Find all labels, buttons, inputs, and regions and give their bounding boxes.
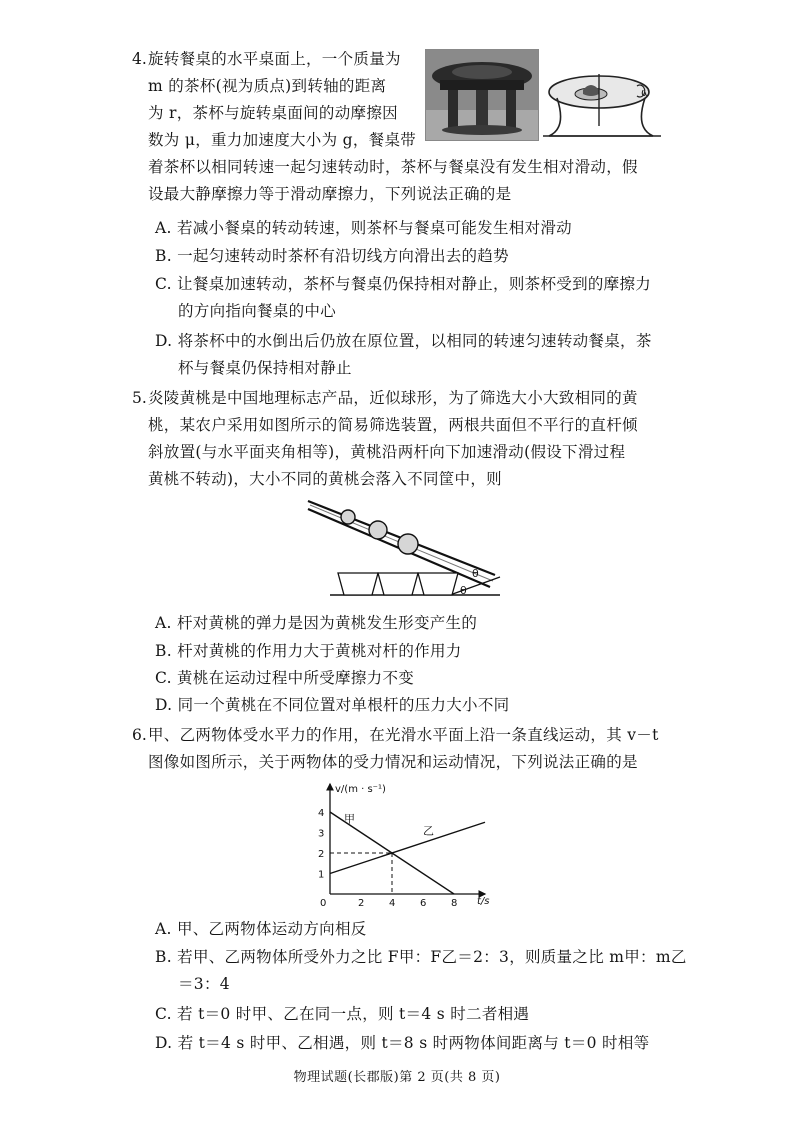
q6-option-b-line1: B. 若甲、乙两物体所受外力之比 F甲：F乙＝2：3，则质量之比 m甲：m乙 <box>155 948 687 966</box>
peach-medium <box>369 521 387 539</box>
t-axis-label: t/s <box>477 896 490 907</box>
q5-line-2: 桃，某农户采用如图所示的简易筛选装置，两根共面但不平行的直杆倾 <box>148 416 638 434</box>
q5-option-a: A. 杆对黄桃的弹力是因为黄桃发生形变产生的 <box>155 614 478 632</box>
series-yi-line <box>330 822 485 873</box>
basket-2 <box>378 573 418 595</box>
x-tick-label: 0 <box>320 898 327 909</box>
q4-option-d-line2: 杯与餐桌仍保持相对静止 <box>178 359 352 377</box>
q5-line-3: 斜放置(与水平面夹角相等)，黄桃沿两杆向下加速滑动(假设下滑过程 <box>148 443 626 461</box>
q6-line-1: 甲、乙两物体受水平力的作用，在光滑水平面上沿一条直线运动，其 v－t <box>148 726 659 744</box>
page-footer: 物理试题(长郡版)第 2 页(共 8 页) <box>293 1070 501 1085</box>
basket-3 <box>418 573 458 595</box>
q4-option-a: A. 若减小餐桌的转动转速，则茶杯与餐桌可能发生相对滑动 <box>155 219 572 237</box>
theta-label-lower: θ <box>460 584 467 597</box>
series-yi-label: 乙 <box>423 824 434 838</box>
q6-option-c: C. 若 t＝0 时甲、乙在同一点，则 t＝4 s 时二者相遇 <box>155 1005 530 1023</box>
v-axis-label: v/(m · s⁻¹) <box>335 784 386 795</box>
q5-line-1: 炎陵黄桃是中国地理标志产品，近似球形，为了筛选大小大致相同的黄 <box>148 389 638 407</box>
omega-label: ω <box>641 86 651 99</box>
v-t-graph <box>305 778 505 913</box>
q6-option-b-line2: ＝3：4 <box>178 975 230 993</box>
q6-option-a: A. 甲、乙两物体运动方向相反 <box>155 920 367 938</box>
theta-label-upper: θ <box>472 567 479 580</box>
q4-option-b: B. 一起匀速转动时茶杯有沿切线方向滑出去的趋势 <box>155 247 509 265</box>
q5-line-4: 黄桃不转动)，大小不同的黄桃会落入不同筐中，则 <box>148 470 502 488</box>
x-tick-label: 2 <box>358 898 365 909</box>
peach-sorting-diagram <box>300 495 510 605</box>
rotating-table-photo <box>425 49 539 141</box>
q4-line-3: 为 r，茶杯与旋转桌面间的动摩擦因 <box>148 104 398 122</box>
q5-option-b: B. 杆对黄桃的作用力大于黄桃对杆的作用力 <box>155 642 462 660</box>
x-tick-label: 8 <box>451 898 458 909</box>
q4-line-2: m 的茶杯(视为质点)到转轴的距离 <box>148 77 387 95</box>
x-tick-label: 6 <box>420 898 427 909</box>
q4-option-c-line1: C. 让餐桌加速转动，茶杯与餐桌仍保持相对静止，则茶杯受到的摩擦力 <box>155 275 652 293</box>
turntable-schematic <box>543 68 661 138</box>
y-tick-label: 4 <box>318 808 325 819</box>
y-tick-label: 3 <box>318 828 325 840</box>
peach-small <box>341 510 355 524</box>
x-tick-label: 4 <box>389 898 396 909</box>
y-tick-label: 2 <box>318 849 325 860</box>
q4-number: 4. <box>132 50 147 68</box>
q4-line-1: 旋转餐桌的水平桌面上，一个质量为 <box>148 50 401 68</box>
rotating-table-drawing <box>426 50 538 140</box>
q4-line-5: 着茶杯以相同转速一起匀速转动时，茶杯与餐桌没有发生相对滑动，假 <box>148 158 638 176</box>
q6-number: 6. <box>132 726 147 744</box>
q4-line-4: 数为 μ，重力加速度大小为 g，餐桌带 <box>148 131 417 149</box>
q5-option-d: D. 同一个黄桃在不同位置对单根杆的压力大小不同 <box>155 696 510 714</box>
q4-option-d-line1: D. 将茶杯中的水倒出后仍放在原位置，以相同的转速匀速转动餐桌，茶 <box>155 332 652 350</box>
peach-large <box>398 534 418 554</box>
basket-1 <box>338 573 378 595</box>
q6-line-2: 图像如图所示，关于两物体的受力情况和运动情况，下列说法正确的是 <box>148 753 638 771</box>
q5-number: 5. <box>132 389 147 407</box>
q6-option-d: D. 若 t＝4 s 时甲、乙相遇，则 t＝8 s 时两物体间距离与 t＝0 时相等 <box>155 1034 650 1052</box>
series-jia-label: 甲 <box>343 812 355 826</box>
q5-option-c: C. 黄桃在运动过程中所受摩擦力不变 <box>155 669 415 687</box>
q4-option-c-line2: 的方向指向餐桌的中心 <box>178 302 337 320</box>
y-tick-label: 1 <box>318 869 325 881</box>
q4-line-6: 设最大静摩擦力等于滑动摩擦力，下列说法正确的是 <box>148 185 512 203</box>
